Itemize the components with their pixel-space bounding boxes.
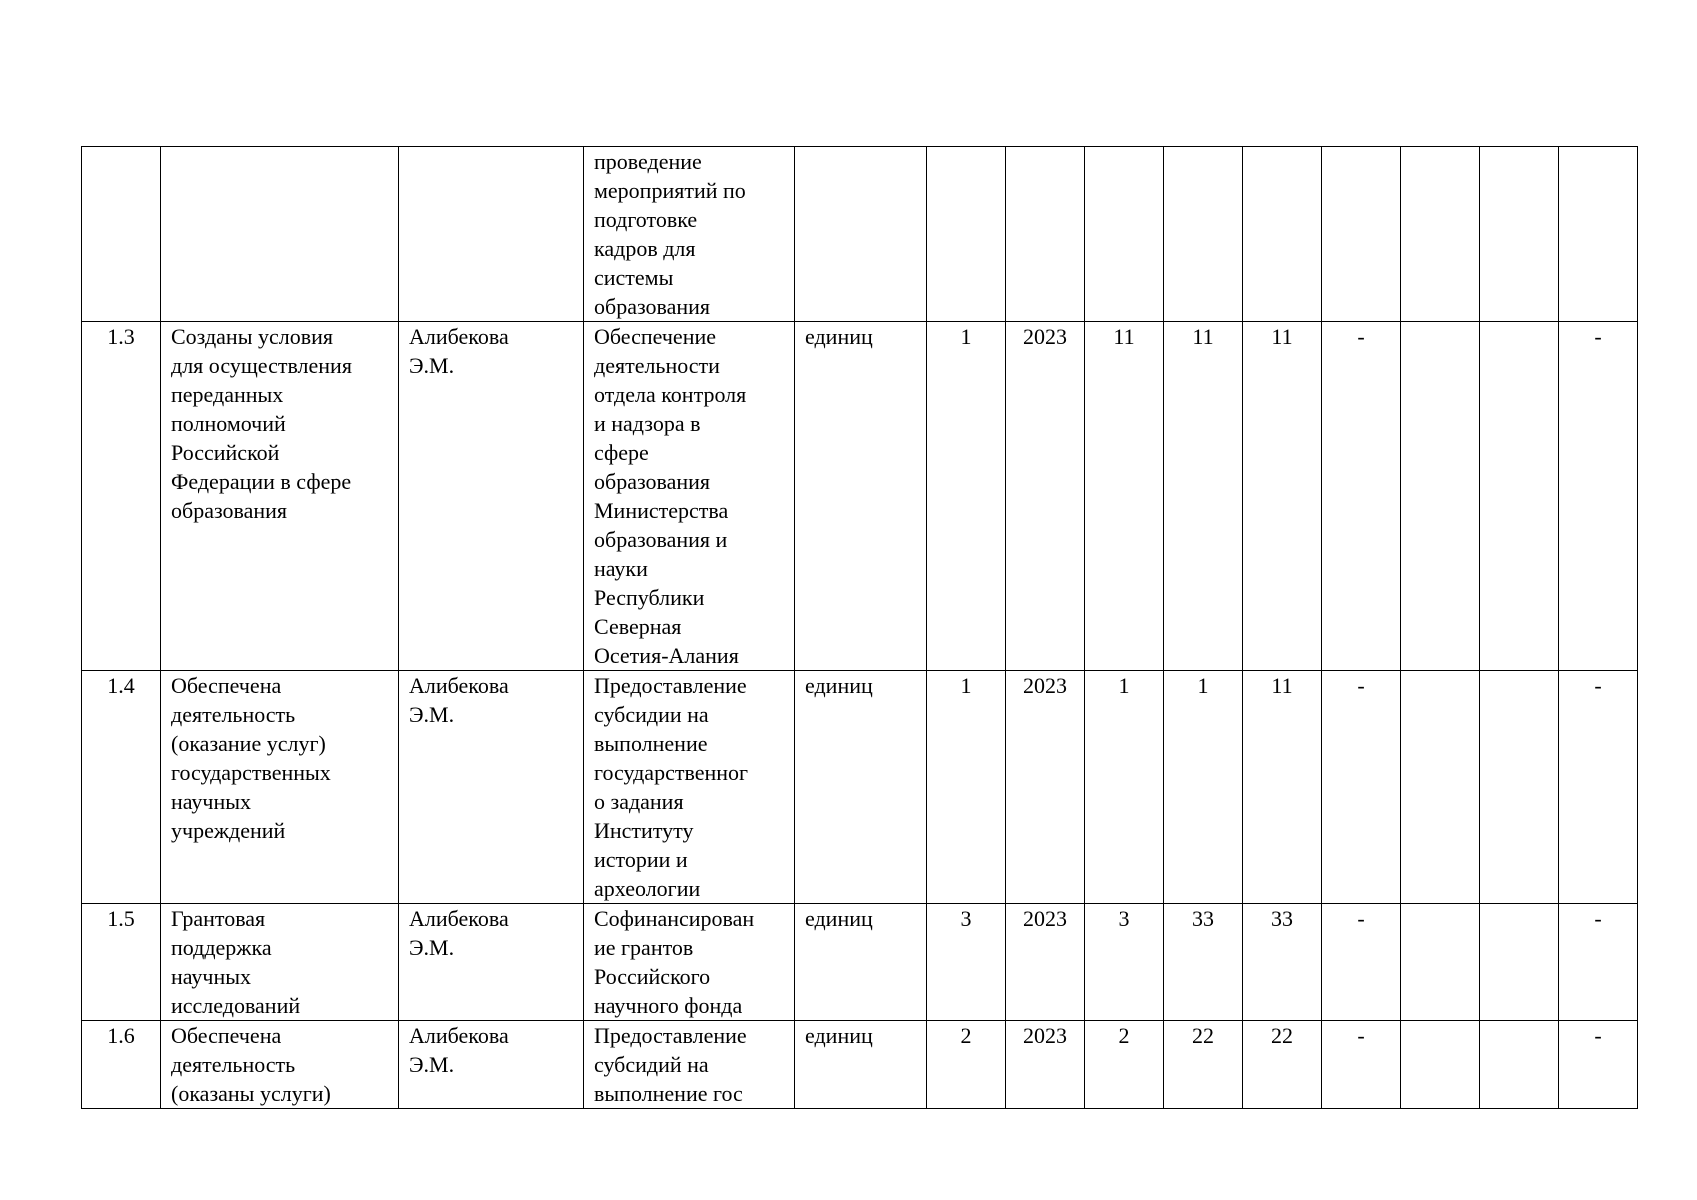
cell-unit: единиц [795, 904, 927, 1021]
cell-event: проведение мероприятий по подготовке кадров для системы образования [584, 147, 795, 322]
cell-result: Грантовая поддержка научных исследований [161, 904, 399, 1021]
cell-value-6 [1480, 147, 1559, 322]
cell-value-1 [1085, 147, 1164, 322]
cell-value-7: - [1559, 1021, 1638, 1109]
cell-number: 1.6 [82, 1021, 161, 1109]
cell-value-6 [1480, 322, 1559, 671]
cell-number: 1.3 [82, 322, 161, 671]
cell-value-4: - [1322, 671, 1401, 904]
cell-responsible: Алибекова Э.М. [399, 1021, 584, 1109]
cell-result [161, 147, 399, 322]
cell-base-year: 2023 [1006, 322, 1085, 671]
table-row [82, 904, 1638, 1021]
cell-value-1: 11 [1085, 322, 1164, 671]
cell-event: Предоставление субсидий на выполнение гос [584, 1021, 795, 1109]
cell-value-3: 33 [1243, 904, 1322, 1021]
cell-value-4: - [1322, 1021, 1401, 1109]
cell-value-2: 11 [1164, 322, 1243, 671]
cell-base-year: 2023 [1006, 671, 1085, 904]
table-row [82, 322, 1638, 671]
cell-unit [795, 147, 927, 322]
cell-number [82, 147, 161, 322]
cell-value-3: 22 [1243, 1021, 1322, 1109]
document-table [81, 146, 1638, 1109]
cell-responsible [399, 147, 584, 322]
cell-value-4 [1322, 147, 1401, 322]
cell-event: Софинансирован ие грантов Российского научного фонда [584, 904, 795, 1021]
cell-value-2 [1164, 147, 1243, 322]
cell-value-3: 11 [1243, 671, 1322, 904]
cell-value-4: - [1322, 322, 1401, 671]
cell-result: Созданы условия для осуществления переданных полномочий Российской Федерации в сфере образования [161, 322, 399, 671]
cell-value-5 [1401, 322, 1480, 671]
table-row [82, 147, 1638, 322]
cell-responsible: Алибекова Э.М. [399, 322, 584, 671]
cell-base-value: 1 [927, 322, 1006, 671]
cell-value-3: 11 [1243, 322, 1322, 671]
cell-value-7: - [1559, 322, 1638, 671]
cell-event: Обеспечение деятельности отдела контроля и надзора в сфере образования Министерства образования и науки Республики Северная Осетия-Алания [584, 322, 795, 671]
cell-value-5 [1401, 1021, 1480, 1109]
cell-value-7 [1559, 147, 1638, 322]
cell-value-5 [1401, 147, 1480, 322]
cell-event: Предоставление субсидии на выполнение государственног о задания Институту истории и археологии [584, 671, 795, 904]
cell-result: Обеспечена деятельность (оказаны услуги) [161, 1021, 399, 1109]
cell-value-4: - [1322, 904, 1401, 1021]
cell-base-value: 2 [927, 1021, 1006, 1109]
cell-unit: единиц [795, 671, 927, 904]
cell-value-1: 2 [1085, 1021, 1164, 1109]
cell-value-2: 22 [1164, 1021, 1243, 1109]
table-row [82, 1021, 1638, 1109]
cell-result: Обеспечена деятельность (оказание услуг) государственных научных учреждений [161, 671, 399, 904]
cell-value-5 [1401, 671, 1480, 904]
cell-responsible: Алибекова Э.М. [399, 904, 584, 1021]
cell-value-6 [1480, 904, 1559, 1021]
cell-unit: единиц [795, 1021, 927, 1109]
cell-value-5 [1401, 904, 1480, 1021]
cell-value-2: 33 [1164, 904, 1243, 1021]
cell-value-7: - [1559, 671, 1638, 904]
cell-value-3 [1243, 147, 1322, 322]
cell-value-1: 3 [1085, 904, 1164, 1021]
cell-unit: единиц [795, 322, 927, 671]
cell-value-1: 1 [1085, 671, 1164, 904]
cell-value-6 [1480, 671, 1559, 904]
cell-base-year [1006, 147, 1085, 322]
table-row [82, 671, 1638, 904]
cell-value-2: 1 [1164, 671, 1243, 904]
cell-base-year: 2023 [1006, 1021, 1085, 1109]
cell-responsible: Алибекова Э.М. [399, 671, 584, 904]
cell-base-value [927, 147, 1006, 322]
cell-value-6 [1480, 1021, 1559, 1109]
cell-number: 1.4 [82, 671, 161, 904]
cell-base-value: 1 [927, 671, 1006, 904]
cell-base-year: 2023 [1006, 904, 1085, 1021]
cell-value-7: - [1559, 904, 1638, 1021]
cell-base-value: 3 [927, 904, 1006, 1021]
cell-number: 1.5 [82, 904, 161, 1021]
